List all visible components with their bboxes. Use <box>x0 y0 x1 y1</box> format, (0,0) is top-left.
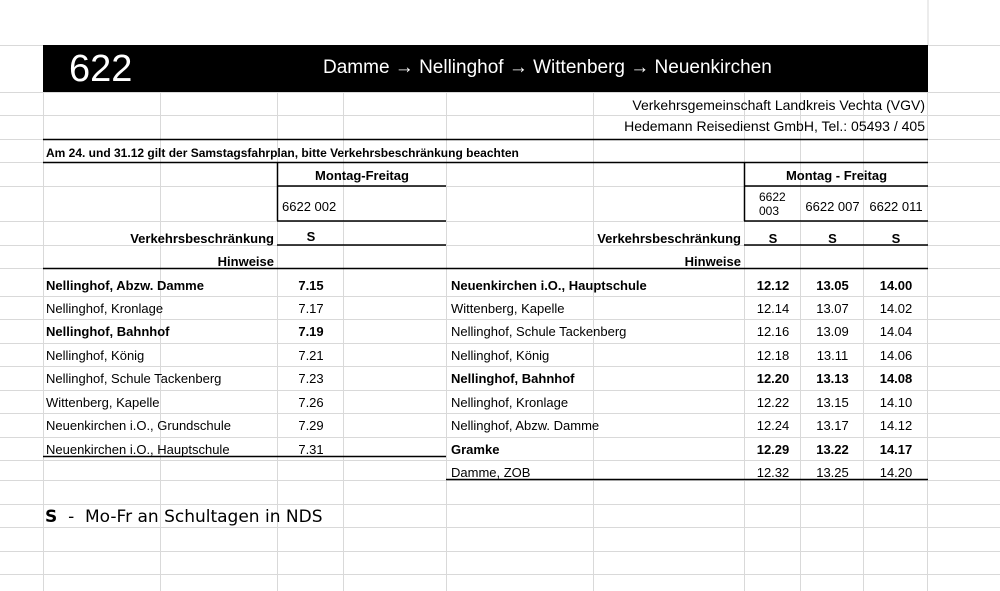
left-stop-time: 7.26 <box>298 395 324 410</box>
left-stop-name: Nellinghof, König <box>46 348 145 363</box>
right-restriction-label: Verkehrsbeschränkung <box>597 231 741 246</box>
right-stop-name: Nellinghof, Bahnhof <box>451 371 575 386</box>
right-stop-time: 14.06 <box>879 348 913 363</box>
right-stop-name: Gramke <box>451 442 500 457</box>
right-stop-time: 14.04 <box>879 324 913 339</box>
holiday-notice: Am 24. und 31.12 gilt der Samstagsfahrplan, bitte Verkehrsbeschränkung beachten <box>46 146 519 160</box>
right-stop-time: 14.02 <box>879 301 913 316</box>
left-stop-name: Nellinghof, Bahnhof <box>46 324 170 339</box>
right-stop-time: 12.24 <box>756 418 790 433</box>
right-stop-time: 14.17 <box>879 442 913 457</box>
right-stop-time: 14.20 <box>879 465 913 480</box>
left-stop-time: 7.23 <box>298 371 324 386</box>
right-stop-time: 13.17 <box>816 418 849 433</box>
footnote-legend <box>45 506 322 528</box>
right-stop-time: 12.12 <box>756 278 790 293</box>
right-stop-time: 12.20 <box>756 371 790 386</box>
right-restriction-value: S <box>768 231 778 246</box>
right-trip-number: 6622 003 <box>759 190 786 218</box>
right-stop-time: 12.18 <box>756 348 790 363</box>
right-trip-number: 6622 007 <box>805 199 860 214</box>
right-restriction-value: S <box>891 231 901 246</box>
right-notes-label: Hinweise <box>684 254 741 269</box>
right-stop-name: Damme, ZOB <box>451 465 531 480</box>
right-stop-time: 12.14 <box>756 301 790 316</box>
right-stop-time: 12.16 <box>756 324 790 339</box>
operator-line-2: Hedemann Reisedienst GmbH, Tel.: 05493 / 405 <box>624 118 925 134</box>
right-restriction-value: S <box>828 231 837 246</box>
left-stop-time: 7.19 <box>298 324 324 339</box>
right-stop-name: Wittenberg, Kapelle <box>451 301 565 316</box>
right-stop-time: 13.13 <box>816 371 849 386</box>
right-stop-name: Nellinghof, König <box>451 348 550 363</box>
right-stop-time: 12.29 <box>756 442 790 457</box>
left-notes-label: Hinweise <box>217 254 274 269</box>
right-stop-name: Neuenkirchen i.O., Hauptschule <box>451 278 647 293</box>
right-stop-name: Nellinghof, Schule Tackenberg <box>451 324 627 339</box>
right-stop-time: 13.07 <box>816 301 849 316</box>
left-stop-name: Neuenkirchen i.O., Grundschule <box>46 418 231 433</box>
left-stop-time: 7.31 <box>298 442 324 457</box>
left-stop-time: 7.15 <box>298 278 324 293</box>
left-stop-time: 7.17 <box>298 301 324 316</box>
left-stop-name: Nellinghof, Schule Tackenberg <box>46 371 222 386</box>
left-stop-time: 7.29 <box>298 418 324 433</box>
right-stop-time: 13.15 <box>816 395 849 410</box>
left-restriction-label: Verkehrsbeschränkung <box>130 231 274 246</box>
route-number: 622 <box>69 48 133 90</box>
right-stop-time: 14.10 <box>879 395 913 410</box>
right-stop-time: 13.11 <box>816 348 849 363</box>
right-stop-time: 13.05 <box>816 278 849 293</box>
left-stop-name: Nellinghof, Kronlage <box>46 301 164 316</box>
right-stop-time: 13.22 <box>816 442 849 457</box>
right-stop-time: 13.25 <box>816 465 849 480</box>
legend-separator: - <box>68 507 75 527</box>
left-trip-number: 6622 002 <box>282 199 337 214</box>
left-stop-time: 7.21 <box>298 348 324 363</box>
right-stop-time: 14.12 <box>879 418 913 433</box>
route-title: Damme → Nellinghof → Wittenberg → Neuenkirchen <box>323 57 772 78</box>
right-stop-time: 14.08 <box>879 371 913 386</box>
right-stop-time: 12.32 <box>756 465 790 480</box>
left-stop-name: Neuenkirchen i.O., Hauptschule <box>46 442 230 457</box>
right-stop-name: Nellinghof, Abzw. Damme <box>451 418 600 433</box>
right-stop-time: 12.22 <box>756 395 790 410</box>
left-stop-name: Wittenberg, Kapelle <box>46 395 160 410</box>
right-trip-number: 6622 011 <box>869 199 923 214</box>
right-day-header: Montag - Freitag <box>785 168 888 183</box>
route-header <box>43 45 928 92</box>
operator-line-1: Verkehrsgemeinschaft Landkreis Vechta (VGV) <box>632 97 925 113</box>
right-stop-time: 13.09 <box>816 324 849 339</box>
legend-symbol: S <box>45 507 58 527</box>
right-stop-name: Nellinghof, Kronlage <box>451 395 569 410</box>
right-stop-time: 14.00 <box>879 278 913 293</box>
left-day-header: Montag-Freitag <box>315 168 409 183</box>
left-stop-name: Nellinghof, Abzw. Damme <box>46 278 204 293</box>
left-restriction-value: S <box>306 229 316 244</box>
legend-text: Mo-Fr an Schultagen in NDS <box>85 507 323 527</box>
